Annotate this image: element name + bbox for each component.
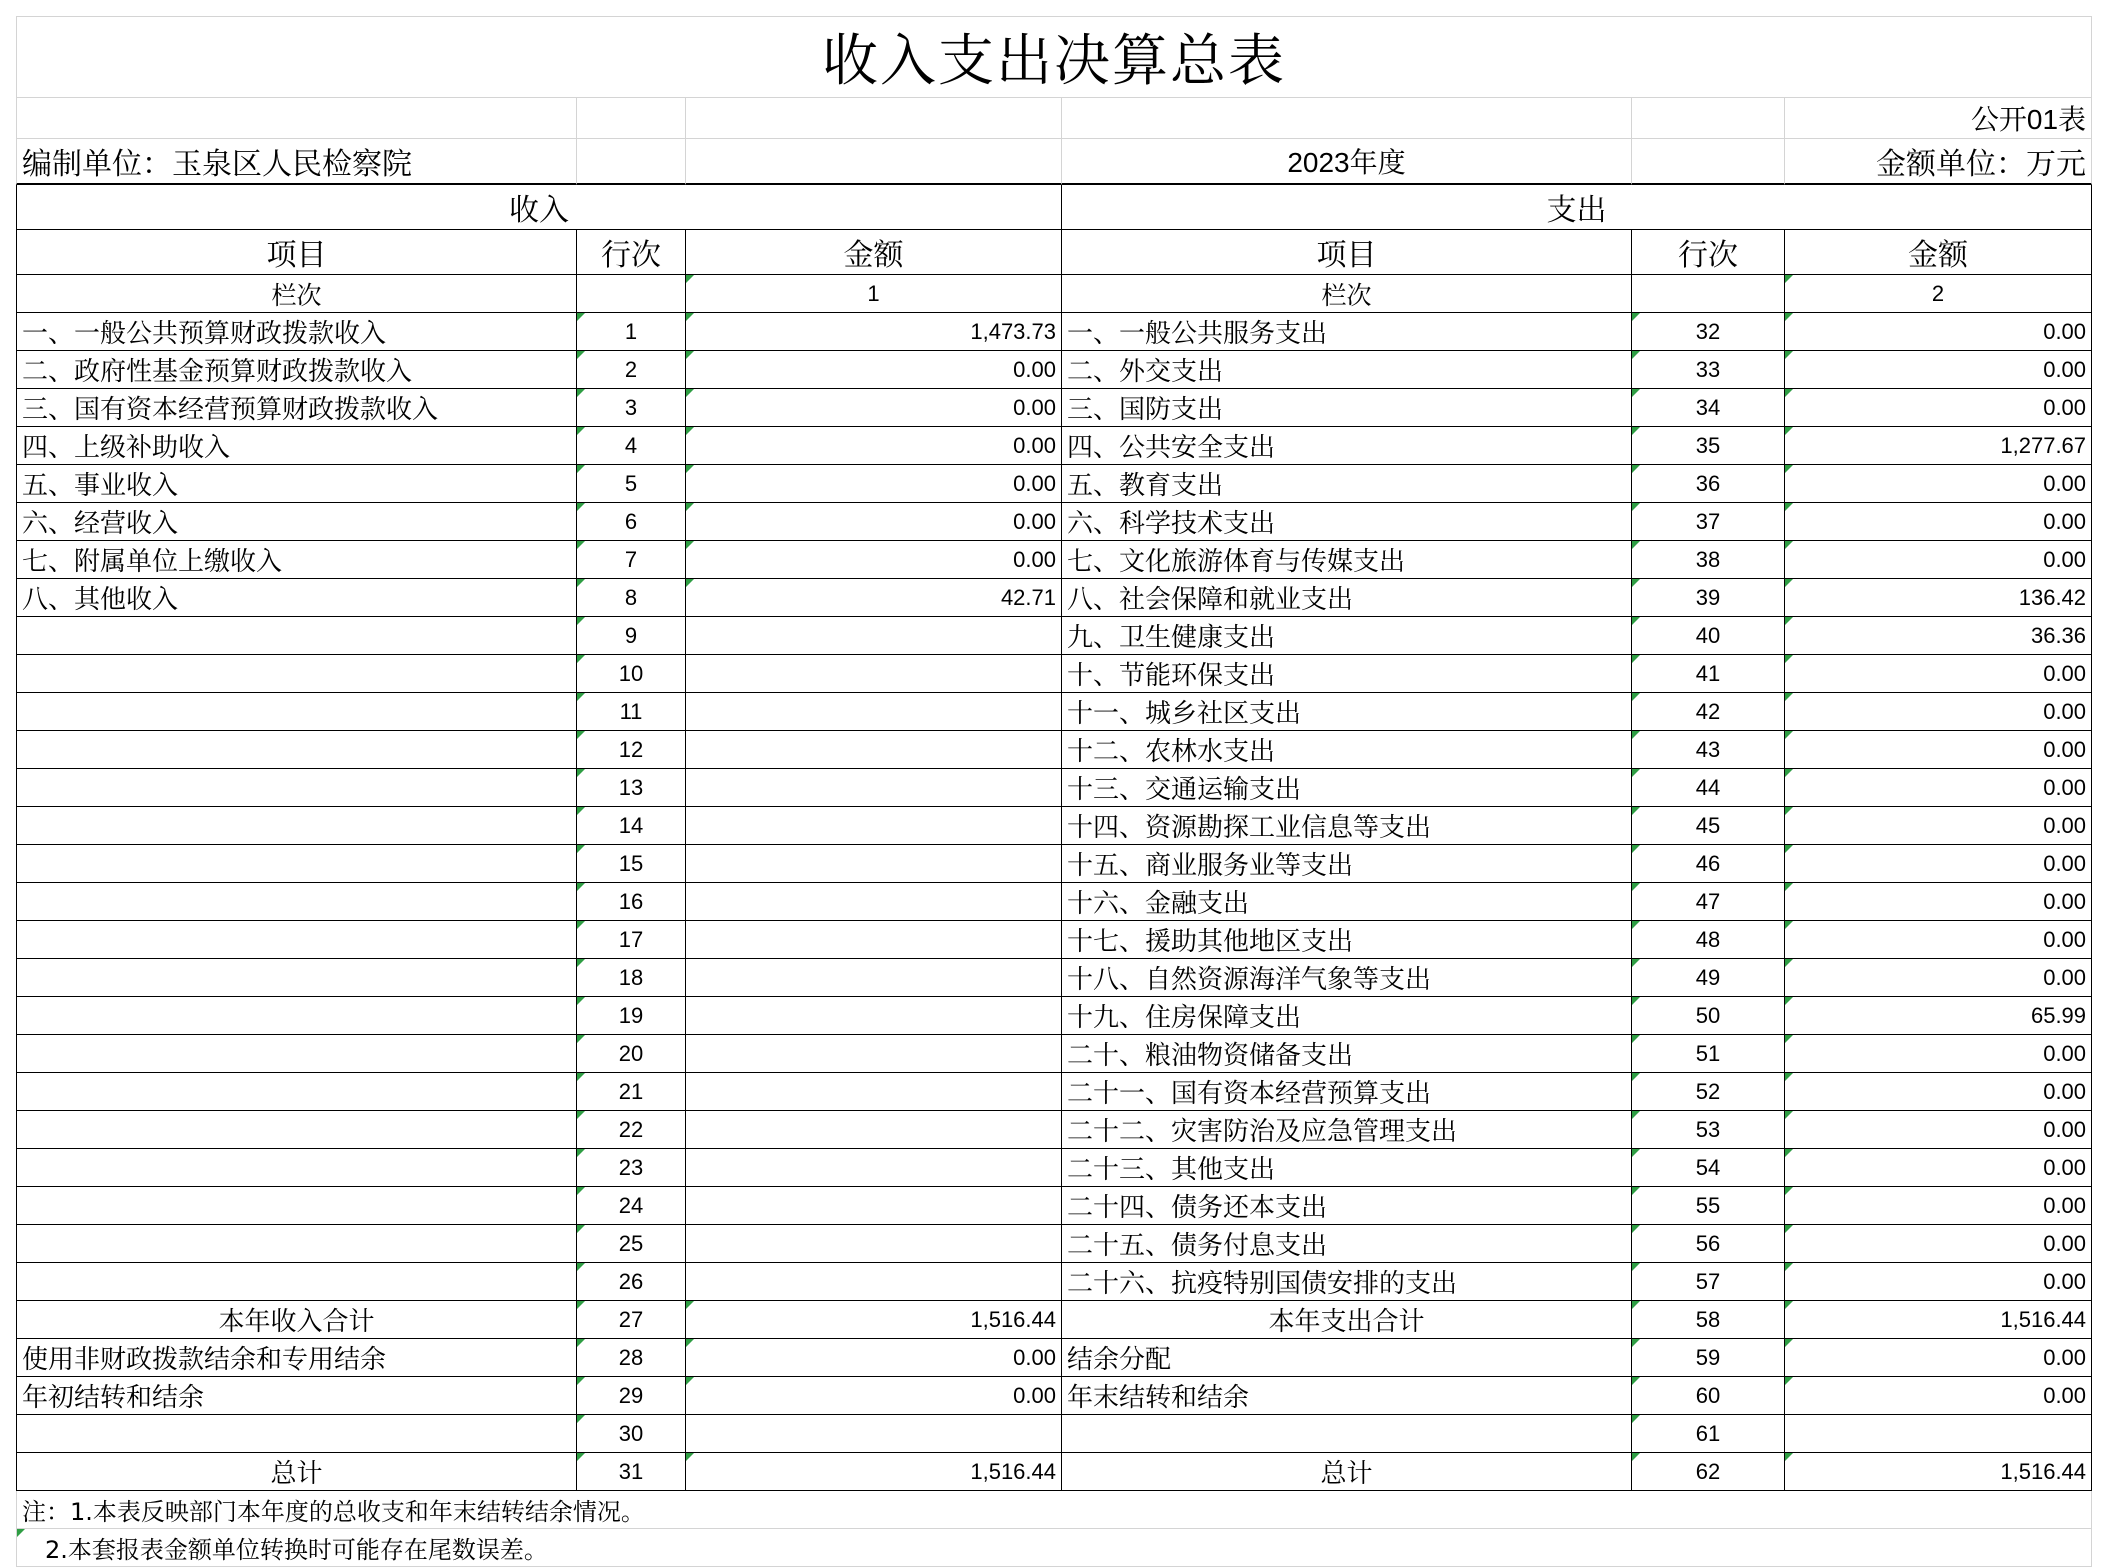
table-row bbox=[16, 845, 2092, 883]
expense-item-cell: 十三、交通运输支出 bbox=[1062, 769, 1632, 807]
income-amount-cell: 0.00 bbox=[686, 351, 1062, 389]
table-row bbox=[16, 1263, 2092, 1301]
expense-item-cell: 五、教育支出 bbox=[1062, 465, 1632, 503]
income-line-cell: 20 bbox=[577, 1035, 686, 1073]
income-amount-cell bbox=[686, 1415, 1062, 1453]
expense-line-header: 行次 bbox=[1632, 230, 1785, 275]
note-row bbox=[16, 1491, 2092, 1529]
income-line-cell: 2 bbox=[577, 351, 686, 389]
expense-item-cell: 二、外交支出 bbox=[1062, 351, 1632, 389]
expense-line-cell: 54 bbox=[1632, 1149, 1785, 1187]
expense-item-cell: 十一、城乡社区支出 bbox=[1062, 693, 1632, 731]
income-item-cell: 二、政府性基金预算财政拨款收入 bbox=[16, 351, 577, 389]
income-item-cell: 本年收入合计 bbox=[16, 1301, 577, 1339]
expense-amount-cell: 0.00 bbox=[1785, 389, 2092, 427]
expense-item-cell bbox=[1062, 1415, 1632, 1453]
income-item-cell bbox=[16, 731, 577, 769]
income-amount-cell bbox=[686, 617, 1062, 655]
income-line-cell: 18 bbox=[577, 959, 686, 997]
expense-line-cell: 51 bbox=[1632, 1035, 1785, 1073]
empty-cell bbox=[1632, 98, 1785, 139]
table-row bbox=[16, 465, 2092, 503]
income-amount-cell bbox=[686, 1035, 1062, 1073]
income-line-cell: 26 bbox=[577, 1263, 686, 1301]
expense-item-cell: 十七、援助其他地区支出 bbox=[1062, 921, 1632, 959]
expense-amount-cell: 0.00 bbox=[1785, 1225, 2092, 1263]
expense-item-cell: 九、卫生健康支出 bbox=[1062, 617, 1632, 655]
expense-line-cell: 42 bbox=[1632, 693, 1785, 731]
table-row bbox=[16, 1035, 2092, 1073]
table-row bbox=[16, 1339, 2092, 1377]
income-line-cell: 27 bbox=[577, 1301, 686, 1339]
income-item-cell: 八、其他收入 bbox=[16, 579, 577, 617]
expense-amount-cell: 0.00 bbox=[1785, 883, 2092, 921]
income-item-cell: 七、附属单位上缴收入 bbox=[16, 541, 577, 579]
income-amount-cell: 0.00 bbox=[686, 503, 1062, 541]
income-item-cell bbox=[16, 1187, 577, 1225]
expense-line-cell: 39 bbox=[1632, 579, 1785, 617]
expense-amount-cell: 0.00 bbox=[1785, 807, 2092, 845]
table-row bbox=[16, 1187, 2092, 1225]
income-amount-cell bbox=[686, 845, 1062, 883]
expense-line-cell: 44 bbox=[1632, 769, 1785, 807]
empty-cell bbox=[686, 139, 1062, 185]
expense-item-cell: 二十三、其他支出 bbox=[1062, 1149, 1632, 1187]
expense-item-cell: 十五、商业服务业等支出 bbox=[1062, 845, 1632, 883]
income-item-cell: 年初结转和结余 bbox=[16, 1377, 577, 1415]
income-item-cell bbox=[16, 1035, 577, 1073]
expense-amount-cell: 0.00 bbox=[1785, 1073, 2092, 1111]
income-line-cell: 23 bbox=[577, 1149, 686, 1187]
expense-column-index: 2 bbox=[1785, 275, 2092, 313]
income-amount-cell: 0.00 bbox=[686, 465, 1062, 503]
income-amount-cell: 0.00 bbox=[686, 1339, 1062, 1377]
expense-item-cell: 十、节能环保支出 bbox=[1062, 655, 1632, 693]
expense-item-cell: 十四、资源勘探工业信息等支出 bbox=[1062, 807, 1632, 845]
income-amount-cell bbox=[686, 1225, 1062, 1263]
expense-item-cell: 六、科学技术支出 bbox=[1062, 503, 1632, 541]
expense-item-cell: 七、文化旅游体育与传媒支出 bbox=[1062, 541, 1632, 579]
expense-amount-cell: 65.99 bbox=[1785, 997, 2092, 1035]
income-column-index-label: 栏次 bbox=[16, 275, 577, 313]
income-line-cell: 25 bbox=[577, 1225, 686, 1263]
expense-amount-cell: 0.00 bbox=[1785, 1035, 2092, 1073]
table-row bbox=[16, 1225, 2092, 1263]
expense-item-cell: 三、国防支出 bbox=[1062, 389, 1632, 427]
expense-amount-cell: 0.00 bbox=[1785, 1339, 2092, 1377]
form-number: 公开01表 bbox=[1785, 98, 2092, 139]
income-item-cell bbox=[16, 1073, 577, 1111]
expense-item-cell: 十九、住房保障支出 bbox=[1062, 997, 1632, 1035]
income-amount-cell: 1,516.44 bbox=[686, 1453, 1062, 1491]
income-amount-cell bbox=[686, 883, 1062, 921]
report-notes bbox=[16, 1491, 2092, 1567]
expense-line-cell: 47 bbox=[1632, 883, 1785, 921]
income-line-cell: 13 bbox=[577, 769, 686, 807]
expense-line-cell: 59 bbox=[1632, 1339, 1785, 1377]
income-item-cell bbox=[16, 883, 577, 921]
expense-amount-cell: 36.36 bbox=[1785, 617, 2092, 655]
income-item-cell bbox=[16, 1225, 577, 1263]
income-line-cell: 6 bbox=[577, 503, 686, 541]
note-2: 2.本套报表金额单位转换时可能存在尾数误差。 bbox=[16, 1529, 2092, 1567]
income-amount-cell: 0.00 bbox=[686, 427, 1062, 465]
expense-amount-cell: 136.42 bbox=[1785, 579, 2092, 617]
expense-amount-cell: 0.00 bbox=[1785, 693, 2092, 731]
income-item-cell bbox=[16, 921, 577, 959]
income-amount-cell bbox=[686, 731, 1062, 769]
expense-line-cell: 53 bbox=[1632, 1111, 1785, 1149]
empty-cell bbox=[577, 139, 686, 185]
income-line-cell: 17 bbox=[577, 921, 686, 959]
income-line-cell: 14 bbox=[577, 807, 686, 845]
table-row bbox=[16, 427, 2092, 465]
expense-line-cell: 49 bbox=[1632, 959, 1785, 997]
income-line-cell: 5 bbox=[577, 465, 686, 503]
expense-item-cell: 年末结转和结余 bbox=[1062, 1377, 1632, 1415]
income-line-cell: 10 bbox=[577, 655, 686, 693]
expense-item-cell: 二十六、抗疫特别国债安排的支出 bbox=[1062, 1263, 1632, 1301]
expense-line-cell: 34 bbox=[1632, 389, 1785, 427]
expense-amount-cell: 0.00 bbox=[1785, 769, 2092, 807]
expense-amount-cell: 0.00 bbox=[1785, 351, 2092, 389]
empty-cell bbox=[16, 98, 577, 139]
expense-line-cell: 62 bbox=[1632, 1453, 1785, 1491]
expense-amount-header: 金额 bbox=[1785, 230, 2092, 275]
expense-amount-cell: 0.00 bbox=[1785, 465, 2092, 503]
income-amount-cell bbox=[686, 921, 1062, 959]
report-header bbox=[16, 16, 2092, 313]
income-line-cell: 22 bbox=[577, 1111, 686, 1149]
income-amount-cell bbox=[686, 1111, 1062, 1149]
income-item-cell: 六、经营收入 bbox=[16, 503, 577, 541]
table-row bbox=[16, 313, 2092, 351]
expense-item-cell: 本年支出合计 bbox=[1062, 1301, 1632, 1339]
table-row bbox=[16, 579, 2092, 617]
income-line-cell: 29 bbox=[577, 1377, 686, 1415]
expense-line-cell: 32 bbox=[1632, 313, 1785, 351]
form-number-row bbox=[16, 98, 2092, 139]
expense-line-cell: 46 bbox=[1632, 845, 1785, 883]
empty-cell bbox=[577, 98, 686, 139]
expense-item-cell: 十二、农林水支出 bbox=[1062, 731, 1632, 769]
income-amount-cell bbox=[686, 769, 1062, 807]
empty-cell bbox=[577, 275, 686, 313]
income-item-cell: 五、事业收入 bbox=[16, 465, 577, 503]
report-info-row bbox=[16, 139, 2092, 185]
empty-cell bbox=[1062, 98, 1632, 139]
income-line-cell: 8 bbox=[577, 579, 686, 617]
note-row bbox=[16, 1529, 2092, 1567]
expense-item-cell: 二十二、灾害防治及应急管理支出 bbox=[1062, 1111, 1632, 1149]
expense-amount-cell: 1,516.44 bbox=[1785, 1453, 2092, 1491]
income-amount-cell bbox=[686, 997, 1062, 1035]
table-row bbox=[16, 655, 2092, 693]
income-item-cell bbox=[16, 1149, 577, 1187]
income-item-cell bbox=[16, 959, 577, 997]
income-item-header: 项目 bbox=[16, 230, 577, 275]
expense-line-cell: 33 bbox=[1632, 351, 1785, 389]
income-item-cell: 一、一般公共预算财政拨款收入 bbox=[16, 313, 577, 351]
expense-line-cell: 50 bbox=[1632, 997, 1785, 1035]
expense-amount-cell: 0.00 bbox=[1785, 1187, 2092, 1225]
expense-section-header: 支出 bbox=[1062, 185, 2092, 230]
expense-item-header: 项目 bbox=[1062, 230, 1632, 275]
section-header-row bbox=[16, 185, 2092, 230]
empty-cell bbox=[686, 98, 1062, 139]
expense-amount-cell: 0.00 bbox=[1785, 1377, 2092, 1415]
note-1: 注：1.本表反映部门本年度的总收支和年末结转结余情况。 bbox=[16, 1491, 2092, 1529]
table-row bbox=[16, 617, 2092, 655]
income-amount-cell bbox=[686, 1149, 1062, 1187]
expense-line-cell: 41 bbox=[1632, 655, 1785, 693]
income-line-cell: 9 bbox=[577, 617, 686, 655]
income-line-cell: 24 bbox=[577, 1187, 686, 1225]
expense-amount-cell: 0.00 bbox=[1785, 313, 2092, 351]
income-amount-cell: 1,516.44 bbox=[686, 1301, 1062, 1339]
expense-amount-cell: 0.00 bbox=[1785, 845, 2092, 883]
expense-line-cell: 55 bbox=[1632, 1187, 1785, 1225]
income-item-cell: 使用非财政拨款结余和专用结余 bbox=[16, 1339, 577, 1377]
expense-item-cell: 二十四、债务还本支出 bbox=[1062, 1187, 1632, 1225]
report-title: 收入支出决算总表 bbox=[16, 16, 2092, 98]
expense-line-cell: 43 bbox=[1632, 731, 1785, 769]
table-row bbox=[16, 1415, 2092, 1453]
table-row bbox=[16, 731, 2092, 769]
title-row bbox=[16, 16, 2092, 98]
expense-amount-cell bbox=[1785, 1415, 2092, 1453]
expense-item-cell: 一、一般公共服务支出 bbox=[1062, 313, 1632, 351]
expense-column-index-label: 栏次 bbox=[1062, 275, 1632, 313]
income-line-cell: 3 bbox=[577, 389, 686, 427]
expense-amount-cell: 0.00 bbox=[1785, 1149, 2092, 1187]
income-amount-cell bbox=[686, 1073, 1062, 1111]
income-line-cell: 28 bbox=[577, 1339, 686, 1377]
income-amount-cell: 0.00 bbox=[686, 541, 1062, 579]
table-row bbox=[16, 389, 2092, 427]
income-line-cell: 16 bbox=[577, 883, 686, 921]
income-line-cell: 31 bbox=[577, 1453, 686, 1491]
expense-line-cell: 36 bbox=[1632, 465, 1785, 503]
expense-line-cell: 45 bbox=[1632, 807, 1785, 845]
table-row bbox=[16, 503, 2092, 541]
expense-item-cell: 二十一、国有资本经营预算支出 bbox=[1062, 1073, 1632, 1111]
income-item-cell: 四、上级补助收入 bbox=[16, 427, 577, 465]
table-row bbox=[16, 769, 2092, 807]
expense-item-cell: 八、社会保障和就业支出 bbox=[1062, 579, 1632, 617]
expense-line-cell: 48 bbox=[1632, 921, 1785, 959]
income-line-cell: 15 bbox=[577, 845, 686, 883]
expense-line-cell: 58 bbox=[1632, 1301, 1785, 1339]
income-amount-cell bbox=[686, 655, 1062, 693]
income-amount-cell bbox=[686, 1263, 1062, 1301]
expense-item-cell: 十八、自然资源海洋气象等支出 bbox=[1062, 959, 1632, 997]
expense-line-cell: 61 bbox=[1632, 1415, 1785, 1453]
expense-amount-cell: 1,277.67 bbox=[1785, 427, 2092, 465]
income-item-cell bbox=[16, 845, 577, 883]
expense-line-cell: 37 bbox=[1632, 503, 1785, 541]
expense-amount-cell: 0.00 bbox=[1785, 503, 2092, 541]
empty-cell bbox=[1632, 275, 1785, 313]
expense-amount-cell: 0.00 bbox=[1785, 1111, 2092, 1149]
expense-item-cell: 结余分配 bbox=[1062, 1339, 1632, 1377]
expense-line-cell: 56 bbox=[1632, 1225, 1785, 1263]
table-row bbox=[16, 921, 2092, 959]
income-line-cell: 21 bbox=[577, 1073, 686, 1111]
reporting-unit: 编制单位：玉泉区人民检察院 bbox=[16, 139, 577, 185]
income-line-cell: 30 bbox=[577, 1415, 686, 1453]
income-amount-cell: 0.00 bbox=[686, 1377, 1062, 1415]
column-index-row bbox=[16, 275, 2092, 313]
table-row bbox=[16, 883, 2092, 921]
expense-item-cell: 二十五、债务付息支出 bbox=[1062, 1225, 1632, 1263]
report-body bbox=[16, 313, 2092, 1491]
empty-cell bbox=[1632, 139, 1785, 185]
expense-amount-cell: 1,516.44 bbox=[1785, 1301, 2092, 1339]
income-amount-cell bbox=[686, 807, 1062, 845]
income-amount-cell bbox=[686, 693, 1062, 731]
income-amount-header: 金额 bbox=[686, 230, 1062, 275]
income-item-cell bbox=[16, 617, 577, 655]
expense-amount-cell: 0.00 bbox=[1785, 1263, 2092, 1301]
expense-line-cell: 57 bbox=[1632, 1263, 1785, 1301]
expense-amount-cell: 0.00 bbox=[1785, 921, 2092, 959]
table-row bbox=[16, 541, 2092, 579]
table-row bbox=[16, 997, 2092, 1035]
income-item-cell bbox=[16, 1111, 577, 1149]
fiscal-year: 2023年度 bbox=[1062, 139, 1632, 185]
expense-line-cell: 35 bbox=[1632, 427, 1785, 465]
expense-item-cell: 二十、粮油物资储备支出 bbox=[1062, 1035, 1632, 1073]
expense-line-cell: 38 bbox=[1632, 541, 1785, 579]
table-row bbox=[16, 351, 2092, 389]
expense-amount-cell: 0.00 bbox=[1785, 541, 2092, 579]
income-item-cell: 总计 bbox=[16, 1453, 577, 1491]
income-line-cell: 7 bbox=[577, 541, 686, 579]
income-line-cell: 4 bbox=[577, 427, 686, 465]
income-amount-cell bbox=[686, 959, 1062, 997]
income-line-cell: 1 bbox=[577, 313, 686, 351]
income-line-cell: 11 bbox=[577, 693, 686, 731]
income-section-header: 收入 bbox=[16, 185, 1062, 230]
expense-line-cell: 60 bbox=[1632, 1377, 1785, 1415]
expense-amount-cell: 0.00 bbox=[1785, 959, 2092, 997]
expense-amount-cell: 0.00 bbox=[1785, 655, 2092, 693]
expense-item-cell: 十六、金融支出 bbox=[1062, 883, 1632, 921]
table-row bbox=[16, 959, 2092, 997]
income-item-cell bbox=[16, 769, 577, 807]
expense-line-cell: 52 bbox=[1632, 1073, 1785, 1111]
income-amount-cell: 0.00 bbox=[686, 389, 1062, 427]
income-item-cell bbox=[16, 655, 577, 693]
income-item-cell: 三、国有资本经营预算财政拨款收入 bbox=[16, 389, 577, 427]
table-row bbox=[16, 807, 2092, 845]
income-line-cell: 12 bbox=[577, 731, 686, 769]
expense-amount-cell: 0.00 bbox=[1785, 731, 2092, 769]
income-item-cell bbox=[16, 1415, 577, 1453]
table-row bbox=[16, 1111, 2092, 1149]
expense-item-cell: 四、公共安全支出 bbox=[1062, 427, 1632, 465]
income-item-cell bbox=[16, 807, 577, 845]
final-accounts-table bbox=[16, 16, 2092, 1567]
income-line-header: 行次 bbox=[577, 230, 686, 275]
income-item-cell bbox=[16, 1263, 577, 1301]
income-amount-cell bbox=[686, 1187, 1062, 1225]
table-row bbox=[16, 1149, 2092, 1187]
income-item-cell bbox=[16, 997, 577, 1035]
income-amount-cell: 42.71 bbox=[686, 579, 1062, 617]
income-item-cell bbox=[16, 693, 577, 731]
table-row bbox=[16, 693, 2092, 731]
amount-unit: 金额单位：万元 bbox=[1785, 139, 2092, 185]
income-amount-cell: 1,473.73 bbox=[686, 313, 1062, 351]
column-header-row bbox=[16, 230, 2092, 275]
expense-item-cell: 总计 bbox=[1062, 1453, 1632, 1491]
table-row bbox=[16, 1073, 2092, 1111]
income-column-index: 1 bbox=[686, 275, 1062, 313]
table-row bbox=[16, 1377, 2092, 1415]
table-row bbox=[16, 1453, 2092, 1491]
expense-line-cell: 40 bbox=[1632, 617, 1785, 655]
income-line-cell: 19 bbox=[577, 997, 686, 1035]
table-row bbox=[16, 1301, 2092, 1339]
